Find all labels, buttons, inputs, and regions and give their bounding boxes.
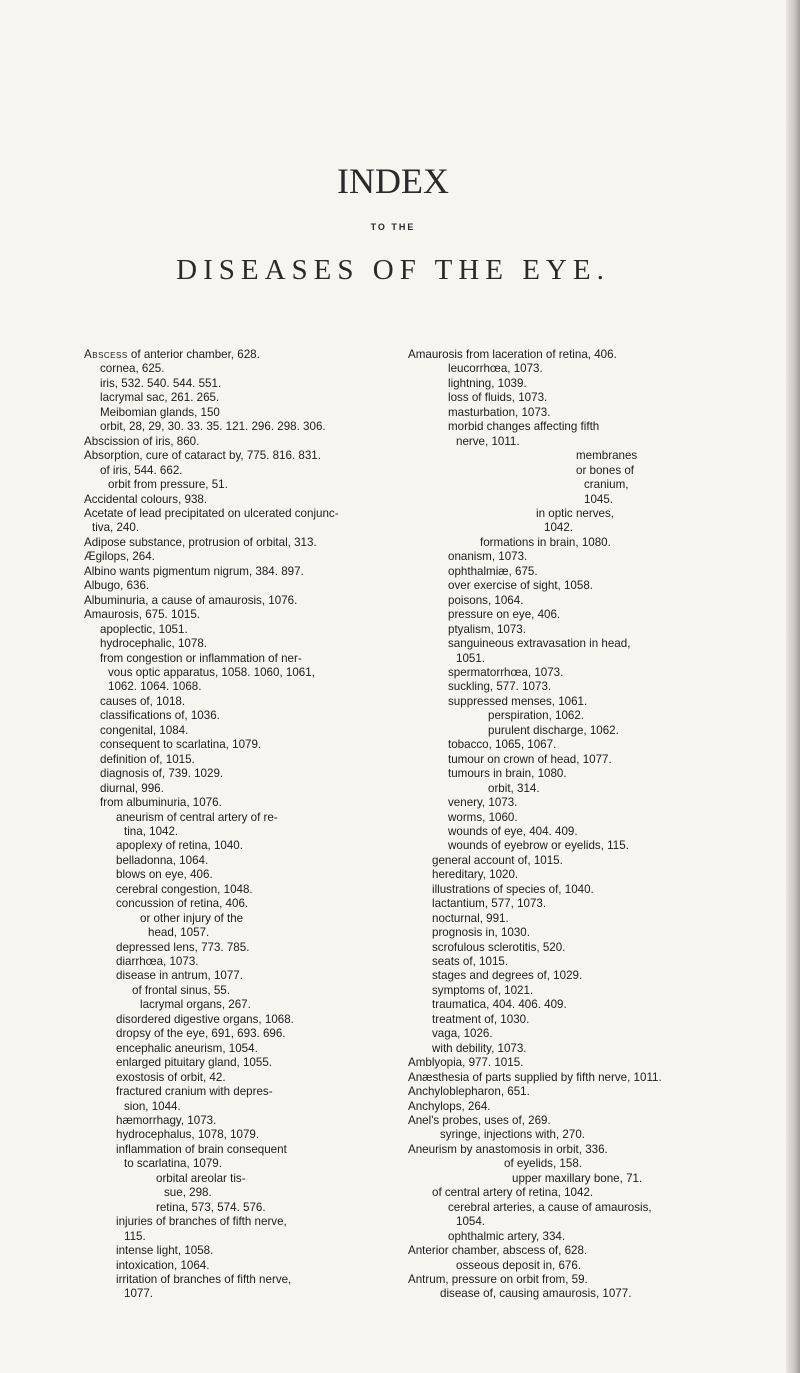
index-entry: belladonna, 1064. [116,853,209,867]
index-entry: dropsy of the eye, 691, 693. 696. [116,1027,286,1041]
index-entry: cornea, 625. [100,362,165,376]
index-entry: traumatica, 404. 406. 409. [432,998,567,1012]
index-entry: lightning, 1039. [448,376,527,390]
index-entry: of central artery of retina, 1042. [432,1186,594,1200]
index-entry: prognosis in, 1030. [432,926,530,940]
index-entry: retina, 573, 574. 576. [156,1200,266,1214]
right-index-column [408,348,778,1302]
index-entry: intense light, 1058. [116,1244,214,1258]
index-entry: causes of, 1018. [100,694,186,708]
index-entry: diarrhœa, 1073. [116,955,199,969]
index-entry: Accidental colours, 938. [84,492,208,506]
index-entry: with debility, 1073. [432,1041,527,1055]
index-entry: illustrations of species of, 1040. [432,882,594,896]
index-entry: formations in brain, 1080. [480,535,611,549]
index-entry: blows on eye, 406. [116,868,213,882]
index-entry: Anel's probes, uses of, 269. [408,1114,551,1128]
index-entry: seats of, 1015. [432,955,509,969]
index-entry: 1042. [544,521,574,535]
index-entry: scrofulous sclerotitis, 520. [432,940,566,954]
index-entry: 1077. [124,1287,154,1301]
index-entry: hereditary, 1020. [432,868,519,882]
index-entry: consequent to scarlatina, 1079. [100,738,262,752]
index-entry: wounds of eye, 404. 409. [448,824,578,838]
index-entry: ophthalmiæ, 675. [448,564,538,578]
index-entry: symptoms of, 1021. [432,983,534,997]
index-entry: osseous deposit in, 676. [456,1258,582,1272]
index-entry: irritation of branches of fifth nerve, [116,1273,292,1286]
index-entry: or other injury of the [140,911,244,925]
index-heading: DISEASES OF THE EYE. [176,254,610,286]
index-entry: suckling, 577. 1073. [448,680,552,694]
index-entry: depressed lens, 773. 785. [116,940,250,954]
index-entry: from albuminuria, 1076. [100,796,222,810]
index-entry: nerve, 1011. [456,434,520,448]
index-entry: enlarged pituitary gland, 1055. [116,1056,272,1070]
index-entry: iris, 532. 540. 544. 551. [100,376,222,390]
index-entry: Albugo, 636. [84,579,150,593]
index-entry: Absorption, cure of cataract by, 775. 816. 831. [84,449,321,463]
index-entry: general account of, 1015. [432,853,563,867]
index-entry: tina, 1042. [124,824,179,838]
index-entry: classifications of, 1036. [100,709,220,723]
index-entry: orbit from pressure, 51. [108,478,228,492]
index-entry: Anchylops, 264. [408,1099,491,1113]
index-entry: from congestion or inflammation of ner- [100,651,302,665]
index-entry: disease of, causing amaurosis, 1077. [440,1287,632,1301]
index-entry: over exercise of sight, 1058. [448,579,594,593]
index-entry: in optic nerves, [536,506,614,520]
index-entry: poisons, 1064. [448,593,524,607]
index-entry: injuries of branches of fifth nerve, [116,1215,287,1229]
index-entry: of eyelids, 158. [504,1157,582,1171]
index-entry: apoplectic, 1051. [100,622,188,636]
index-entry: disordered digestive organs, 1068. [116,1012,294,1026]
index-entry: Acetate of lead precipitated on ulcerated conjunc- [84,506,339,520]
index-entry: sanguineous extravasation in head, [448,637,631,651]
index-entry: hydrocephalus, 1078, 1079. [116,1128,260,1142]
index-entry: aneurism of central artery of re- [116,810,278,824]
index-entry: ophthalmic artery, 334. [448,1229,566,1243]
index-entry: concussion of retina, 406. [116,897,249,911]
index-entry: vous optic apparatus, 1058. 1060, 1061, [108,665,315,679]
index-entry: Adipose substance, protrusion of orbital, 313. [84,535,317,549]
index-entry: worms, 1060. [448,810,518,824]
index-entry: 1045. [584,492,614,506]
index-entry: suppressed menses, 1061. [448,694,588,708]
index-entry: Amaurosis from laceration of retina, 406. [408,348,617,361]
index-entry: venery, 1073. [448,796,518,810]
index-entry: inflammation of brain consequent [116,1142,287,1156]
page-edge-shadow [786,0,800,1373]
index-entry: wounds of eyebrow or eyelids, 115. [448,839,629,853]
index-entry: cerebral arteries, a cause of amaurosis, [448,1200,652,1214]
index-entry: vaga, 1026. [432,1027,493,1041]
index-entry: Amaurosis, 675. 1015. [84,608,201,622]
index-entry: Aneurism by anastomosis in orbit, 336. [408,1142,608,1156]
index-entry: head, 1057. [148,926,210,940]
index-subtitle: TO THE [370,222,416,232]
index-entry: sue, 298. [164,1186,212,1200]
index-entry: 1051. [456,651,486,665]
index-entry: stages and degrees of, 1029. [432,969,583,983]
index-entry: apoplexy of retina, 1040. [116,839,243,853]
index-entry: upper maxillary bone, 71. [512,1171,643,1185]
index-entry: leucorrhœa, 1073. [448,362,543,376]
index-entry: orbital areolar tis- [156,1171,246,1185]
index-entry: Meibomian glands, 150 [100,405,220,419]
index-entry: morbid changes affecting fifth [448,420,600,434]
index-entry: diurnal, 996. [100,781,164,795]
index-entry: tumour on crown of head, 1077. [448,752,612,766]
index-entry: hæmorrhagy, 1073. [116,1114,217,1128]
index-entry: spermatorrhœa, 1073. [448,665,564,679]
index-entry: treatment of, 1030. [432,1012,530,1026]
index-entry: Amblyopia, 977. 1015. [408,1056,524,1070]
index-entry: purulent discharge, 1062. [488,723,619,737]
index-entry: orbit, 28, 29, 30. 33. 35. 121. 296. 298. 306. [100,420,326,434]
index-entry: or bones of [576,463,635,477]
index-entry: Abscission of iris, 860. [84,434,200,448]
index-entry: sion, 1044. [124,1099,181,1113]
index-entry: diagnosis of, 739. 1029. [100,767,224,781]
index-entry: syringe, injections with, 270. [440,1128,585,1142]
index-entry: lacrymal sac, 261. 265. [100,391,220,405]
index-entry: Albuminuria, a cause of amaurosis, 1076. [84,593,298,607]
index-entry: Albino wants pigmentum nigrum, 384. 897. [84,564,304,578]
index-entry: masturbation, 1073. [448,405,551,419]
index-entry: cerebral congestion, 1048. [116,882,253,896]
index-entry: loss of fluids, 1073. [448,391,548,405]
index-entry: lactantium, 577, 1073. [432,897,547,911]
index-entry: membranes [576,449,638,463]
index-entry: 1054. [456,1215,486,1229]
index-entry: Ægilops, 264. [84,550,155,564]
index-entry: to scarlatina, 1079. [124,1157,222,1171]
index-entry: definition of, 1015. [100,752,195,766]
index-entry: onanism, 1073. [448,550,528,564]
index-entry: intoxication, 1064. [116,1258,210,1272]
index-entry: Anchyloblepharon, 651. [408,1085,530,1099]
index-entry: pressure on eye, 406. [448,608,561,622]
index-entry: congenital, 1084. [100,723,189,737]
index-title: INDEX [337,161,449,201]
index-entry: of frontal sinus, 55. [132,983,230,997]
index-entry: perspiration, 1062. [488,709,585,723]
index-entry: 115. [124,1229,146,1243]
index-entry: tobacco, 1065, 1067. [448,738,557,752]
index-entry: 1062. 1064. 1068. [108,680,202,694]
index-entry: fractured cranium with depres- [116,1085,273,1099]
index-entry: Anæsthesia of parts supplied by fifth nerve, 1011. [408,1070,662,1084]
left-index-column [84,348,384,1302]
index-entry: Abscess of anterior chamber, 628. [84,348,260,361]
index-entry: encephalic aneurism, 1054. [116,1041,258,1055]
index-entry: tumours in brain, 1080. [448,767,567,781]
index-entry: orbit, 314. [488,781,540,795]
index-entry: ptyalism, 1073. [448,622,526,636]
index-entry: hydrocephalic, 1078. [100,637,207,651]
index-entry: lacrymal organs, 267. [140,998,251,1012]
index-entry: cranium, [584,478,629,492]
index-entry: Anterior chamber, abscess of, 628. [408,1244,588,1258]
index-entry: nocturnal, 991. [432,911,509,925]
index-headword: Abscess [84,348,128,361]
index-entry: of iris, 544. 662. [100,463,183,477]
index-entry: exostosis of orbit, 42. [116,1070,226,1084]
index-entry: Antrum, pressure on orbit from, 59. [408,1273,588,1286]
index-entry: disease in antrum, 1077. [116,969,243,983]
index-entry: tiva, 240. [92,521,140,535]
